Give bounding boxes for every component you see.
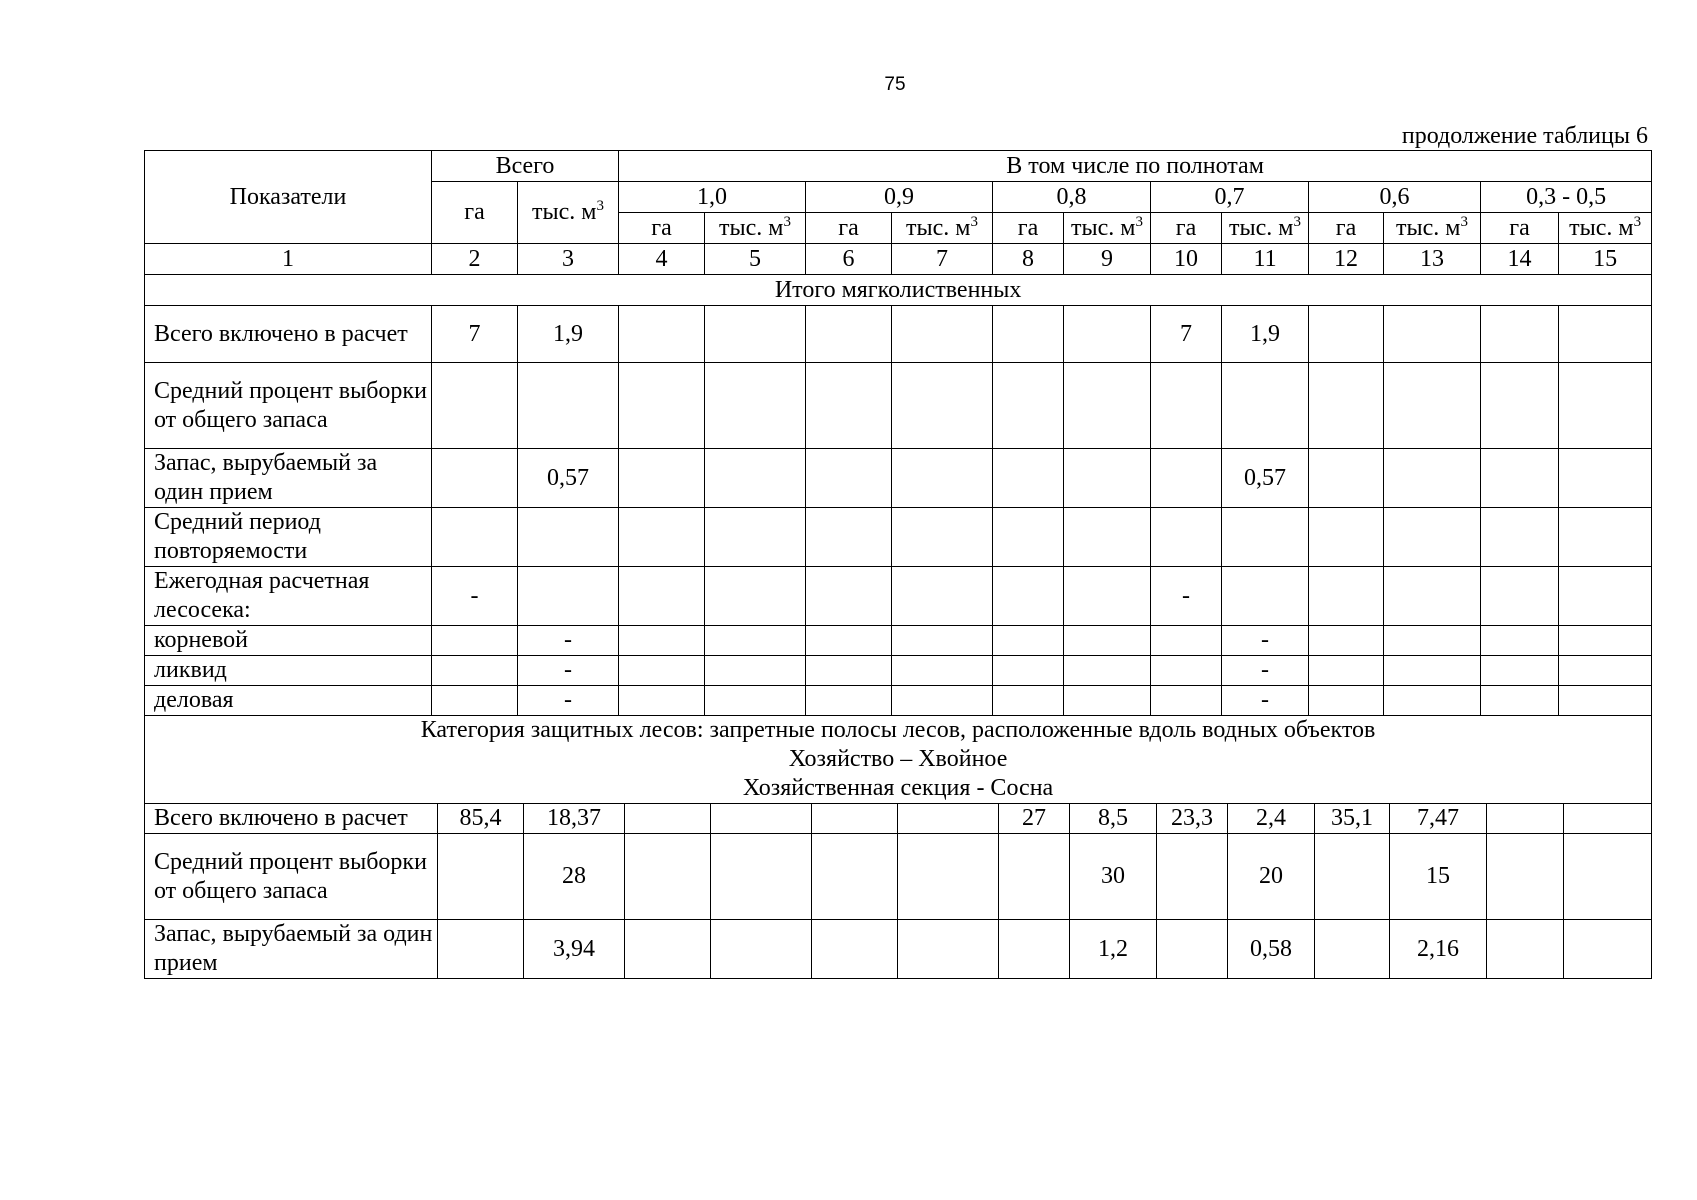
table-cell: - (1222, 626, 1309, 656)
table-cell (1157, 834, 1228, 920)
table-cell (892, 626, 993, 656)
header-unit-ha: га (619, 213, 705, 244)
table-cell (1487, 804, 1564, 834)
table-cell: - (1151, 567, 1222, 626)
column-number: 4 (619, 244, 705, 275)
table-cell (619, 508, 705, 567)
table-cell (806, 306, 892, 363)
table-cell (898, 920, 999, 979)
table-cell (1309, 567, 1384, 626)
section-title-soft: Итого мягколиственных (145, 275, 1652, 306)
table-cell (1559, 567, 1652, 626)
table-row (145, 449, 1652, 508)
table-cell (1559, 656, 1652, 686)
table-cell (993, 567, 1064, 626)
table-cell (711, 834, 812, 920)
table-cell (1064, 363, 1151, 449)
table-cell (1481, 508, 1559, 567)
table-cell (806, 656, 892, 686)
table-cell: - (518, 626, 619, 656)
table-cell (705, 363, 806, 449)
table-cell (1151, 363, 1222, 449)
table-cell (1151, 656, 1222, 686)
table-row (145, 567, 1652, 626)
table-cell (705, 449, 806, 508)
table-cell (993, 449, 1064, 508)
section-title-line: Хозяйственная секция - Сосна (742, 775, 1054, 801)
table-cell (999, 834, 1070, 920)
section-title-line: Хозяйство – Хвойное (788, 746, 1008, 772)
table-cell (619, 449, 705, 508)
table-cell (1151, 686, 1222, 716)
row-label: Всего включено в расчет (145, 804, 438, 834)
table-cell (993, 306, 1064, 363)
header-unit-ha: га (1309, 213, 1384, 244)
table-cell (806, 626, 892, 656)
table-cell: 35,1 (1315, 804, 1390, 834)
table-cell (432, 449, 518, 508)
table-cell (1064, 686, 1151, 716)
table-row (145, 804, 1652, 834)
header-unit-ha: га (993, 213, 1064, 244)
table-cell: - (432, 567, 518, 626)
table-cell (812, 834, 898, 920)
table-cell: 2,4 (1228, 804, 1315, 834)
table-cell (711, 920, 812, 979)
table-cell (625, 804, 711, 834)
section-title-row (145, 275, 1652, 306)
row-label: Запас, вырубаемый за один прием (145, 920, 438, 979)
table-cell (892, 656, 993, 686)
row-label: Средний период повторяемости (145, 508, 432, 567)
header-by-density: В том числе по полнотам (619, 151, 1652, 182)
table-cell (432, 686, 518, 716)
header-unit-volume: тыс. $м^3$ (1222, 213, 1309, 244)
header-unit-ha: га (806, 213, 892, 244)
column-number: 2 (432, 244, 518, 275)
column-number: 5 (705, 244, 806, 275)
table-cell (705, 306, 806, 363)
table-cell: 7 (432, 306, 518, 363)
column-number: 13 (1384, 244, 1481, 275)
column-number: 6 (806, 244, 892, 275)
header-unit-ha: га (1151, 213, 1222, 244)
column-number: 3 (518, 244, 619, 275)
table-cell (619, 656, 705, 686)
table-cell (1559, 626, 1652, 656)
table-cell: 2,16 (1390, 920, 1487, 979)
table-cell (993, 626, 1064, 656)
section-title-row (145, 716, 1652, 804)
table-cell (1481, 449, 1559, 508)
section-title-line: Категория защитных лесов: запретные полосы лесов, расположенные вдоль водных объектов (420, 717, 1376, 743)
table-cell (812, 920, 898, 979)
table-cell (1064, 508, 1151, 567)
table-cell (705, 567, 806, 626)
table-cell (1481, 306, 1559, 363)
table-cell (993, 656, 1064, 686)
section-title-protective (145, 716, 1652, 804)
table-cell (625, 834, 711, 920)
table-cell: 3,94 (524, 920, 625, 979)
row-label: Средний процент выборки от общего запаса (145, 834, 438, 920)
table-cell (806, 508, 892, 567)
row-label: деловая (145, 686, 432, 716)
table-cell (898, 834, 999, 920)
table-cell (1559, 306, 1652, 363)
table-cell: 0,58 (1228, 920, 1315, 979)
table-cell (1481, 656, 1559, 686)
table-cell (1309, 686, 1384, 716)
table-cell: 0,57 (518, 449, 619, 508)
table-cell (711, 804, 812, 834)
header-indicators: Показатели (145, 151, 432, 244)
table-cell (892, 567, 993, 626)
table-cell (518, 567, 619, 626)
table-cell: 15 (1390, 834, 1487, 920)
table-cell (432, 363, 518, 449)
table-cell (812, 804, 898, 834)
table-cell (993, 363, 1064, 449)
table-row (145, 834, 1652, 920)
table-cell (438, 920, 524, 979)
table-cell (892, 449, 993, 508)
table-cell (1309, 449, 1384, 508)
table-cell (993, 508, 1064, 567)
table-cell (1315, 834, 1390, 920)
table-cell (619, 686, 705, 716)
table-cell (1559, 449, 1652, 508)
table-cell (1309, 656, 1384, 686)
table-cell: 18,37 (524, 804, 625, 834)
table-cell (1151, 626, 1222, 656)
header-density-1-0: 1,0 (619, 182, 806, 213)
table-cell (1384, 686, 1481, 716)
table-cell: 7,47 (1390, 804, 1487, 834)
row-label: корневой (145, 626, 432, 656)
table-cell: - (518, 686, 619, 716)
table-cell (1559, 508, 1652, 567)
table-cell: 8,5 (1070, 804, 1157, 834)
column-number: 1 (145, 244, 432, 275)
column-number: 12 (1309, 244, 1384, 275)
table-cell: - (1222, 656, 1309, 686)
table-cell: 1,9 (1222, 306, 1309, 363)
table-row (145, 656, 1652, 686)
header-unit-volume: тыс. $м^3$ (1064, 213, 1151, 244)
table-cell (518, 363, 619, 449)
row-label: Всего включено в расчет (145, 306, 432, 363)
table-cell (1222, 567, 1309, 626)
table-cell (1064, 306, 1151, 363)
table-cell: 28 (524, 834, 625, 920)
table-cell (438, 834, 524, 920)
header-density-0-3-0-5: 0,3 - 0,5 (1481, 182, 1652, 213)
column-number: 9 (1064, 244, 1151, 275)
table-cell (1157, 920, 1228, 979)
table-cell (1384, 567, 1481, 626)
table-cell (1309, 626, 1384, 656)
table-row (145, 686, 1652, 716)
table-cell (1064, 626, 1151, 656)
table-cell (1222, 363, 1309, 449)
header-unit-volume: тыс. $м^3$ (1559, 213, 1652, 244)
header-unit-volume: тыс. $м^3$ (1384, 213, 1481, 244)
table-cell (1481, 363, 1559, 449)
table-cell: 0,57 (1222, 449, 1309, 508)
table-cell: - (1222, 686, 1309, 716)
table-cell (1481, 686, 1559, 716)
page-number: 75 (884, 74, 906, 95)
table-cell (1064, 656, 1151, 686)
table-cell (1384, 626, 1481, 656)
table-cell (1064, 449, 1151, 508)
column-numbers-row (145, 244, 1652, 275)
table-cell (432, 508, 518, 567)
table-cell (1487, 834, 1564, 920)
column-number: 8 (993, 244, 1064, 275)
table-cell (1559, 363, 1652, 449)
table-cell (1384, 306, 1481, 363)
table-cell (1309, 306, 1384, 363)
table-cell: 85,4 (438, 804, 524, 834)
table-row (145, 306, 1652, 363)
table-cell (1384, 508, 1481, 567)
header-total: Всего (432, 151, 619, 182)
table-cell (993, 686, 1064, 716)
row-label: Ежегодная расчетная лесосека: (145, 567, 432, 626)
table-cell (1151, 449, 1222, 508)
table-cell (1481, 626, 1559, 656)
table-cell (999, 920, 1070, 979)
header-total-volume: тыс. $м^3$ (518, 182, 619, 244)
column-number: 11 (1222, 244, 1309, 275)
table-cell: 30 (1070, 834, 1157, 920)
table-cell (518, 508, 619, 567)
table-cell (705, 656, 806, 686)
table-cell (1309, 363, 1384, 449)
table-cell: 1,2 (1070, 920, 1157, 979)
row-label: Средний процент выборки от общего запаса (145, 363, 432, 449)
table-cell (705, 626, 806, 656)
table-cell (1559, 686, 1652, 716)
protective-table (144, 715, 1652, 979)
table-continuation-note: продолжение таблицы 6 (1401, 123, 1648, 149)
table-cell (892, 363, 993, 449)
header-unit-volume: тыс. $м^3$ (705, 213, 806, 244)
table-cell: 27 (999, 804, 1070, 834)
table-cell (1564, 834, 1652, 920)
table-cell: 20 (1228, 834, 1315, 920)
column-number: 15 (1559, 244, 1652, 275)
table-cell (806, 449, 892, 508)
table-cell (432, 656, 518, 686)
table-cell: - (518, 656, 619, 686)
table-cell (1487, 920, 1564, 979)
table-cell (619, 567, 705, 626)
table-cell: 1,9 (518, 306, 619, 363)
header-density-0-9: 0,9 (806, 182, 993, 213)
column-number: 10 (1151, 244, 1222, 275)
header-density-0-6: 0,6 (1309, 182, 1481, 213)
header-density-0-7: 0,7 (1151, 182, 1309, 213)
header-unit-ha: га (1481, 213, 1559, 244)
table-cell (705, 508, 806, 567)
table-cell (625, 920, 711, 979)
table-cell (1384, 656, 1481, 686)
table-row (145, 363, 1652, 449)
column-number: 7 (892, 244, 993, 275)
row-label: ликвид (145, 656, 432, 686)
table-row (145, 508, 1652, 567)
table-cell (1481, 567, 1559, 626)
table-cell (806, 363, 892, 449)
table-cell (705, 686, 806, 716)
column-number: 14 (1481, 244, 1559, 275)
table-cell (432, 626, 518, 656)
table-cell (806, 567, 892, 626)
table-cell: 7 (1151, 306, 1222, 363)
table-cell (806, 686, 892, 716)
header-row-1 (145, 151, 1652, 182)
table-cell (619, 626, 705, 656)
table-cell (1309, 508, 1384, 567)
table-cell (1384, 449, 1481, 508)
table-cell (1222, 508, 1309, 567)
table-cell (892, 306, 993, 363)
table-cell (1564, 804, 1652, 834)
row-label: Запас, вырубаемый за один прием (145, 449, 432, 508)
header-density-0-8: 0,8 (993, 182, 1151, 213)
table-cell: 23,3 (1157, 804, 1228, 834)
table-cell (1564, 920, 1652, 979)
table-cell (892, 686, 993, 716)
table-cell (619, 306, 705, 363)
main-table (144, 150, 1652, 716)
table-cell (1384, 363, 1481, 449)
table-cell (1064, 567, 1151, 626)
table-row (145, 920, 1652, 979)
table-row (145, 626, 1652, 656)
table-cell (892, 508, 993, 567)
table-cell (898, 804, 999, 834)
header-unit-volume: тыс. $м^3$ (892, 213, 993, 244)
table-cell (1315, 920, 1390, 979)
table-cell (619, 363, 705, 449)
header-total-ha: га (432, 182, 518, 244)
table-cell (1151, 508, 1222, 567)
